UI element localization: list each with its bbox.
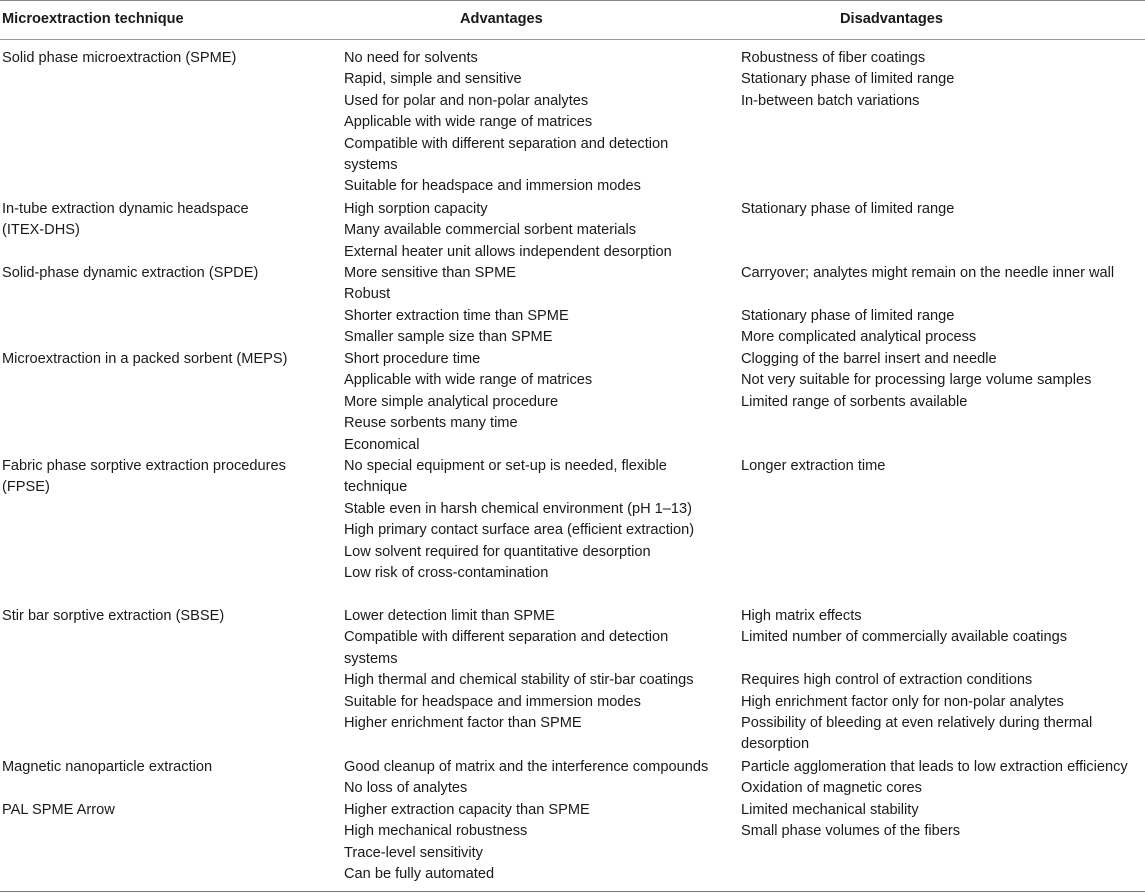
advantage-line: Higher extraction capacity than SPME	[344, 802, 590, 818]
disadvantage-line: Not very suitable for processing large volume samples	[741, 372, 1092, 389]
technique-cell: Stir bar sorptive extraction (SBSE)	[2, 608, 225, 624]
advantage-line: Robust	[344, 286, 391, 303]
header-technique: Microextraction technique	[2, 11, 184, 27]
advantage-line: High mechanical robustness	[344, 823, 528, 840]
advantage-line: Reuse sorbents many time	[344, 415, 518, 432]
advantage-line: technique	[344, 479, 408, 496]
advantage-line: systems	[344, 157, 398, 173]
advantage-line: Higher enrichment factor than SPME	[344, 715, 582, 731]
advantage-line: More sensitive than SPME	[344, 265, 516, 281]
technique-cell: Solid-phase dynamic extraction (SPDE)	[2, 265, 259, 281]
header-disadvantages: Disadvantages	[840, 11, 944, 27]
disadvantage-line: In-between batch variations	[741, 92, 920, 109]
technique-cell: Magnetic nanoparticle extraction	[2, 759, 213, 775]
advantage-line: Many available commercial sorbent materials	[344, 222, 636, 239]
advantage-line: Shorter extraction time than SPME	[344, 307, 569, 324]
advantage-line: Used for polar and non-polar analytes	[344, 92, 589, 109]
advantage-line: systems	[344, 650, 398, 667]
advantage-line: Suitable for headspace and immersion modes	[344, 693, 641, 710]
advantage-line: Lower detection limit than SPME	[344, 608, 555, 624]
disadvantage-line: Small phase volumes of the fibers	[741, 823, 961, 840]
disadvantage-line: Robustness of fiber coatings	[741, 50, 926, 66]
disadvantage-line: High matrix effects	[741, 608, 862, 624]
advantage-line: High thermal and chemical stability of stir-bar coatings	[344, 672, 694, 689]
advantage-line: No need for solvents	[344, 50, 478, 66]
disadvantage-line: Stationary phase of limited range	[741, 307, 955, 324]
header-rule	[0, 39, 1145, 40]
advantage-line: Economical	[344, 436, 420, 453]
advantage-line: Stable even in harsh chemical environment (pH 1–13)	[344, 500, 693, 517]
advantage-line: No special equipment or set-up is needed, flexible	[344, 458, 667, 474]
advantage-line: External heater unit allows independent desorption	[344, 243, 672, 260]
technique-cell: (FPSE)	[2, 479, 50, 496]
disadvantage-line: desorption	[741, 736, 810, 753]
disadvantage-line: Requires high control of extraction conditions	[741, 672, 1033, 689]
advantage-line: Compatible with different separation and detection	[344, 629, 669, 646]
disadvantage-line: Carryover; analytes might remain on the needle inner wall	[741, 265, 1115, 281]
technique-cell: In-tube extraction dynamic headspace	[2, 201, 249, 217]
advantage-line: Trace-level sensitivity	[344, 844, 483, 861]
bottom-rule	[0, 891, 1145, 892]
disadvantage-line: Longer extraction time	[741, 458, 886, 474]
disadvantage-line: More complicated analytical process	[741, 329, 977, 346]
technique-cell: Microextraction in a packed sorbent (MEPS)	[2, 351, 288, 367]
technique-cell: PAL SPME Arrow	[2, 802, 115, 818]
advantage-line: Low solvent required for quantitative desorption	[344, 543, 651, 560]
advantage-line: High primary contact surface area (efficient extraction)	[344, 522, 695, 539]
disadvantage-line: Limited mechanical stability	[741, 802, 919, 818]
advantage-line: High sorption capacity	[344, 201, 488, 217]
disadvantage-line: Limited range of sorbents available	[741, 393, 968, 410]
disadvantage-line: Possibility of bleeding at even relatively during thermal	[741, 715, 1093, 731]
technique-cell: Solid phase microextraction (SPME)	[2, 50, 237, 66]
top-rule	[0, 0, 1145, 1]
advantage-line: Smaller sample size than SPME	[344, 329, 553, 346]
advantage-line: Can be fully automated	[344, 866, 495, 883]
advantage-line: Good cleanup of matrix and the interference compounds	[344, 759, 709, 775]
disadvantage-line: Clogging of the barrel insert and needle	[741, 351, 997, 367]
header-advantages: Advantages	[460, 11, 543, 27]
advantage-line: No loss of analytes	[344, 780, 468, 797]
advantage-line: Suitable for headspace and immersion modes	[344, 178, 641, 195]
disadvantage-line: Stationary phase of limited range	[741, 201, 955, 217]
disadvantage-line: High enrichment factor only for non-polar analytes	[741, 693, 1064, 710]
advantage-line: Applicable with wide range of matrices	[344, 372, 593, 389]
disadvantage-line: Particle agglomeration that leads to low extraction efficiency	[741, 759, 1128, 775]
disadvantage-line: Oxidation of magnetic cores	[741, 780, 922, 797]
advantage-line: Rapid, simple and sensitive	[344, 71, 522, 88]
technique-cell: Fabric phase sorptive extraction procedures	[2, 458, 286, 474]
advantage-line: More simple analytical procedure	[344, 393, 559, 410]
technique-cell: (ITEX-DHS)	[2, 222, 80, 239]
disadvantage-line: Limited number of commercially available coatings	[741, 629, 1068, 646]
disadvantage-line: Stationary phase of limited range	[741, 71, 955, 88]
advantage-line: Short procedure time	[344, 351, 481, 367]
advantage-line: Compatible with different separation and detection	[344, 135, 669, 152]
advantage-line: Low risk of cross-contamination	[344, 565, 549, 581]
advantage-line: Applicable with wide range of matrices	[344, 114, 593, 131]
